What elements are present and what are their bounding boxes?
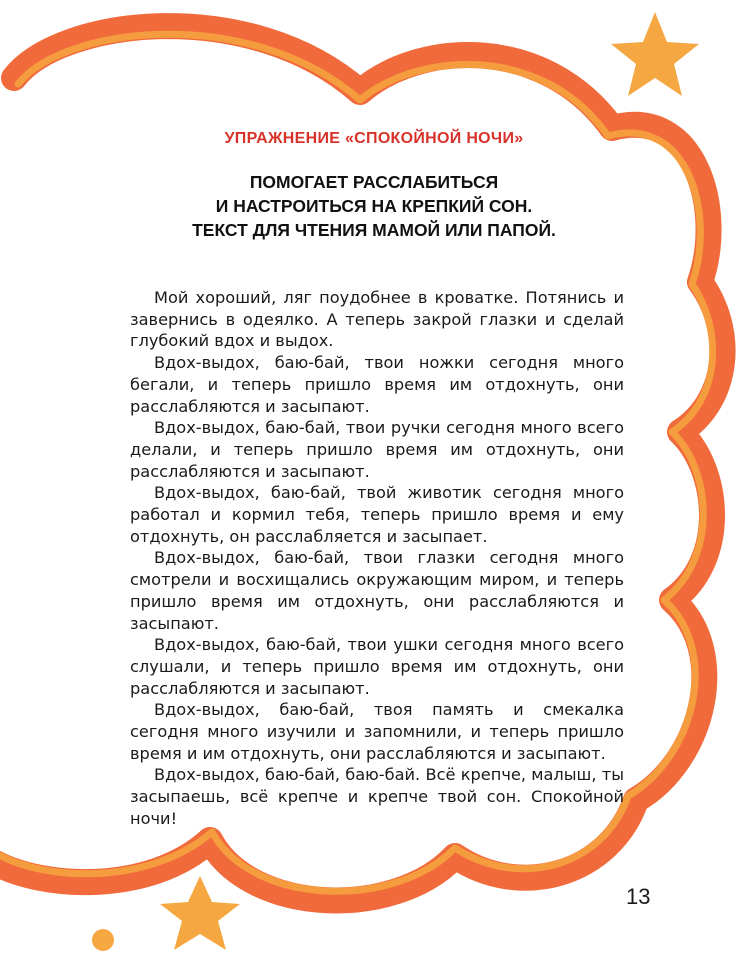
paragraph: Вдох-выдох, баю-бай, твои ножки сегодня много бегали, и теперь пришло время им отдохнуть, они расслабляются и засыпают. xyxy=(130,353,624,416)
subtitle-line: ПОМОГАЕТ РАССЛАБИТЬСЯ xyxy=(249,172,499,192)
paragraph: Вдох-выдох, баю-бай, твои ушки сегодня много всего слушали, и теперь пришло время им отдохнуть, они расслабляются и засыпают. xyxy=(130,635,624,698)
paragraph: Мой хороший, ляг поудобнее в кроватке. Потянись и завернись в одеялко. А теперь закрой глазки и сделай глубокий вдох и выдох. xyxy=(130,288,624,351)
paragraph: Вдох-выдох, баю-бай, баю-бай. Всё крепче, малыш, ты засыпаешь, всё крепче и крепче твой сон. Спокойной ночи! xyxy=(130,765,624,828)
paragraph: Вдох-выдох, баю-бай, твои ручки сегодня много всего делали, и теперь пришло время им отдохнуть, они расслабляются и засыпают. xyxy=(130,418,624,481)
paragraph: Вдох-выдох, баю-бай, твои глазки сегодня много смотрели и восхищались окружающим миром, и теперь пришло время им отдохнуть, они расслабляются и засыпают. xyxy=(130,548,624,633)
star-top-right-icon xyxy=(611,12,699,96)
dot-bottom-left-icon xyxy=(92,929,114,951)
subtitle-line: ТЕКСТ ДЛЯ ЧТЕНИЯ МАМОЙ ИЛИ ПАПОЙ. xyxy=(192,220,556,240)
subtitle xyxy=(0,170,748,242)
paragraph: Вдох-выдох, баю-бай, твой животик сегодня много работал и кормил тебя, теперь пришло время и ему отдохнуть, он расслабляется и засыпает. xyxy=(130,483,624,546)
subtitle-line: И НАСТРОИТЬСЯ НА КРЕПКИЙ СОН. xyxy=(215,196,533,216)
body-text xyxy=(130,287,624,830)
star-bottom-left-icon xyxy=(160,876,240,950)
exercise-title: УПРАЖНЕНИЕ «СПОКОЙНОЙ НОЧИ» xyxy=(224,130,524,147)
paragraph: Вдох-выдох, баю-бай, твоя память и смекалка сегодня много изучили и запомнили, и теперь пришло время и им отдохнуть, они расслабляются и засыпают. xyxy=(130,700,624,763)
page-number: 13 xyxy=(626,884,651,909)
